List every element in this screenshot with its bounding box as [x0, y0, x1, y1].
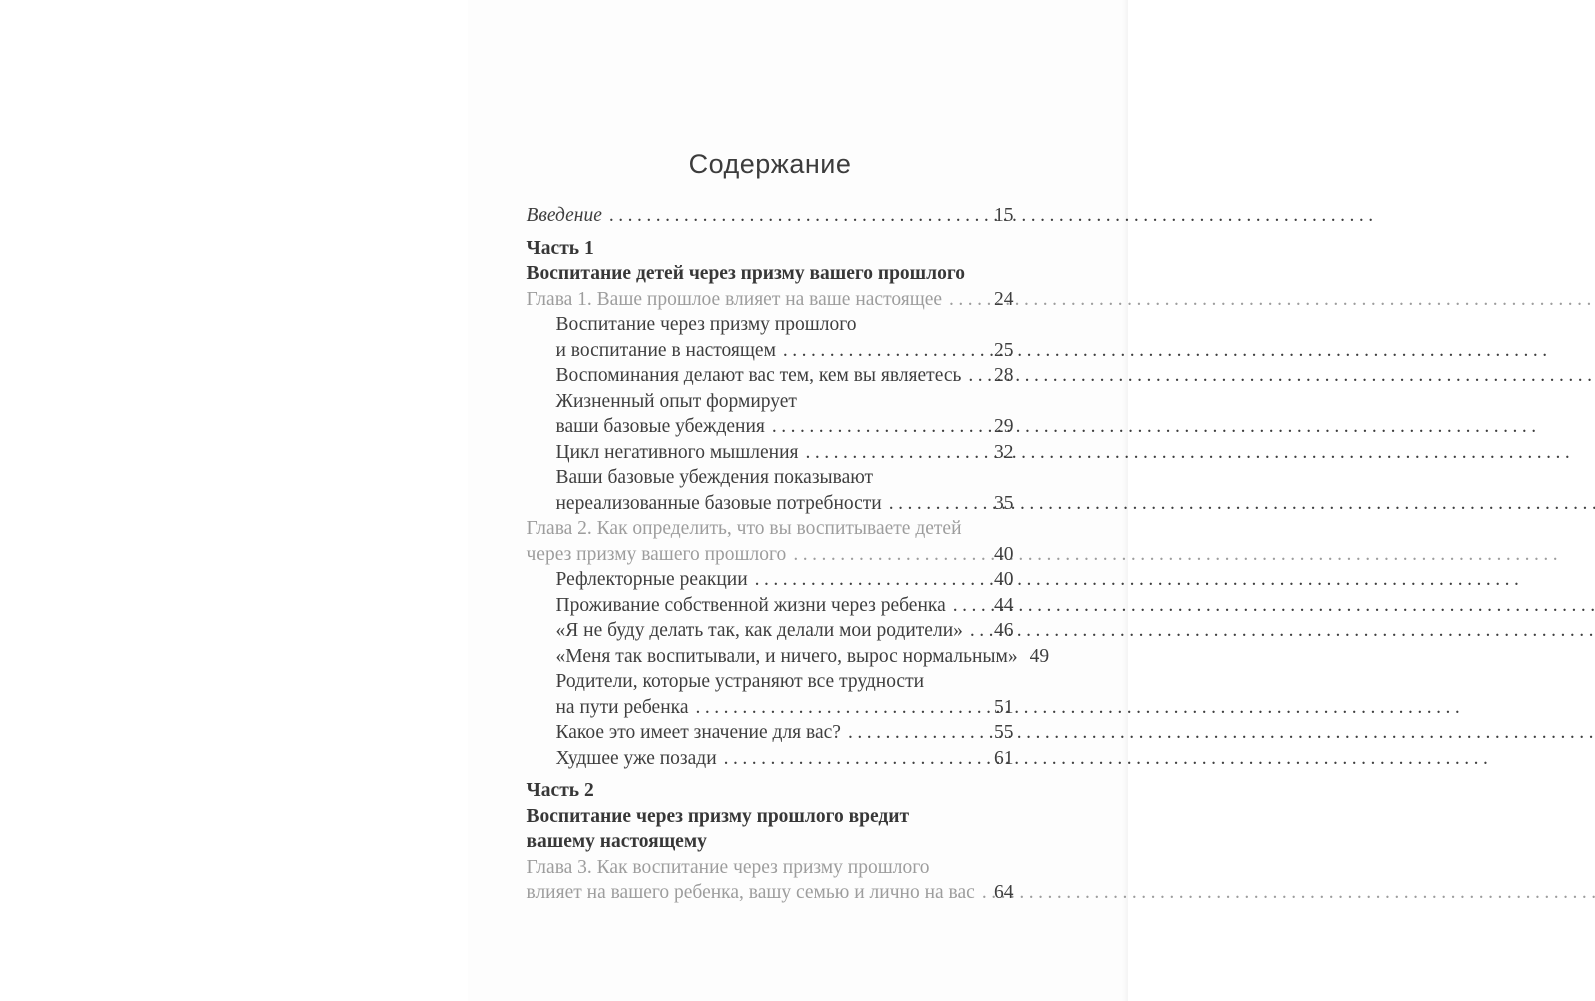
toc-entry-label: Глава 2. Как определить, что вы воспитываете детей [526, 518, 962, 539]
dot-leader [968, 363, 989, 389]
toc-entry [527, 593, 1014, 619]
toc-entry-label: Глава 3. Как воспитание через призму прошлого [526, 856, 930, 878]
toc-entry [527, 465, 1014, 491]
toc-entry-label: Проживание собственной жизни через ребенка [555, 594, 946, 616]
dot-leader [755, 567, 989, 593]
dot-leader [695, 695, 989, 721]
dot-leader [982, 880, 989, 906]
toc-entry [527, 567, 1014, 593]
toc-entry-label: Воспоминания делают вас тем, кем вы являетесь [555, 365, 962, 386]
toc-page-number: 29 [994, 416, 1014, 437]
toc-entry-label: Худшее уже позади [555, 747, 717, 769]
toc-entry-label: ваши базовые убеждения [555, 416, 765, 437]
toc-entry [527, 363, 1014, 389]
toc-entry [527, 312, 1014, 338]
dot-leader [949, 287, 989, 313]
dot-leader [609, 203, 989, 229]
toc-entry-label: и воспитание в настоящем [555, 339, 776, 361]
toc-entry [527, 855, 1014, 881]
toc-entry [527, 618, 1014, 644]
toc-entry [527, 414, 1014, 440]
toc-page-number: 61 [994, 747, 1014, 769]
toc-entry-label: вашему настоящему [526, 831, 707, 852]
toc-page-number: 51 [994, 696, 1014, 718]
toc-page-number: 28 [994, 365, 1014, 386]
toc-entry-label: Рефлекторные реакции [555, 569, 748, 590]
toc-part-heading [527, 804, 1014, 830]
toc-entry [527, 542, 1014, 568]
toc-entry [527, 440, 1014, 466]
toc-page-number: 49 [1029, 645, 1050, 667]
toc-entry [527, 491, 1014, 517]
toc-page-number: 46 [994, 620, 1014, 641]
toc-part-heading [527, 778, 1014, 804]
toc-entry-label: Воспитание через призму прошлого [555, 314, 857, 335]
toc-page-number: 40 [994, 569, 1014, 590]
toc-entry [527, 287, 1014, 313]
toc-entry [527, 720, 1014, 746]
dot-leader [783, 338, 989, 364]
toc-entry-label: через призму вашего прошлого [526, 543, 787, 565]
toc-entry-label: Часть 2 [526, 780, 594, 801]
dot-leader [848, 720, 989, 746]
toc-entry-label: «Меня так воспитывали, и ничего, вырос нормальным» [555, 645, 1018, 667]
dot-leader [806, 440, 989, 466]
toc-entry [527, 669, 1014, 695]
toc-entry-label: Ваши базовые убеждения показывают [555, 467, 874, 488]
dot-leader [953, 593, 989, 619]
dot-leader [724, 746, 989, 772]
book-page [468, 0, 1128, 1001]
toc-part-heading [527, 236, 1014, 262]
dot-leader [772, 414, 989, 440]
toc-entry-label: Родители, которые устраняют все трудности [555, 671, 925, 692]
toc-page-number: 40 [994, 543, 1014, 565]
toc-entry-label: влияет на вашего ребенка, вашу семью и лично на вас [526, 882, 975, 903]
toc-page-number: 55 [994, 722, 1014, 743]
toc-page-number: 32 [994, 441, 1014, 463]
toc-entry [527, 389, 1014, 415]
toc-entry [527, 880, 1014, 906]
toc-page-number: 24 [994, 288, 1014, 310]
toc-entry-label: «Я не буду делать так, как делали мои родители» [555, 620, 963, 641]
dot-leader [889, 491, 989, 517]
toc-page-number: 35 [994, 492, 1014, 514]
toc-entry-label: Часть 1 [526, 237, 594, 259]
toc-entry [527, 203, 1014, 229]
toc-page-number: 64 [994, 882, 1014, 903]
toc-entry [527, 516, 1014, 542]
toc-entry-label: Цикл негативного мышления [555, 441, 799, 463]
toc-entry-label: Воспитание через призму прошлого вредит [526, 805, 910, 827]
toc-entry-label: Какое это имеет значение для вас? [555, 722, 841, 743]
toc-entry [527, 338, 1014, 364]
dot-leader [970, 618, 989, 644]
toc-entry-label: Глава 1. Ваше прошлое влияет на ваше настоящее [526, 288, 943, 310]
toc-page-number: 44 [994, 594, 1014, 616]
toc-entry [527, 746, 1014, 772]
toc-entry-label: Воспитание детей через призму вашего прошлого [526, 263, 965, 284]
toc-page-number: 25 [994, 339, 1014, 361]
toc-page-number: 15 [994, 205, 1014, 226]
page-title: Содержание [688, 149, 852, 179]
toc-entry-label: на пути ребенка [555, 696, 689, 718]
toc-entry-label: Введение [526, 205, 602, 226]
table-of-contents [526, 203, 1050, 906]
toc-entry [527, 644, 1050, 670]
dot-leader [793, 542, 989, 568]
toc-part-heading [527, 829, 1014, 855]
toc-entry-label: Жизненный опыт формирует [555, 390, 797, 412]
toc-entry-label: нереализованные базовые потребности [555, 492, 882, 514]
toc-entry [527, 695, 1014, 721]
toc-part-heading [527, 261, 1014, 287]
